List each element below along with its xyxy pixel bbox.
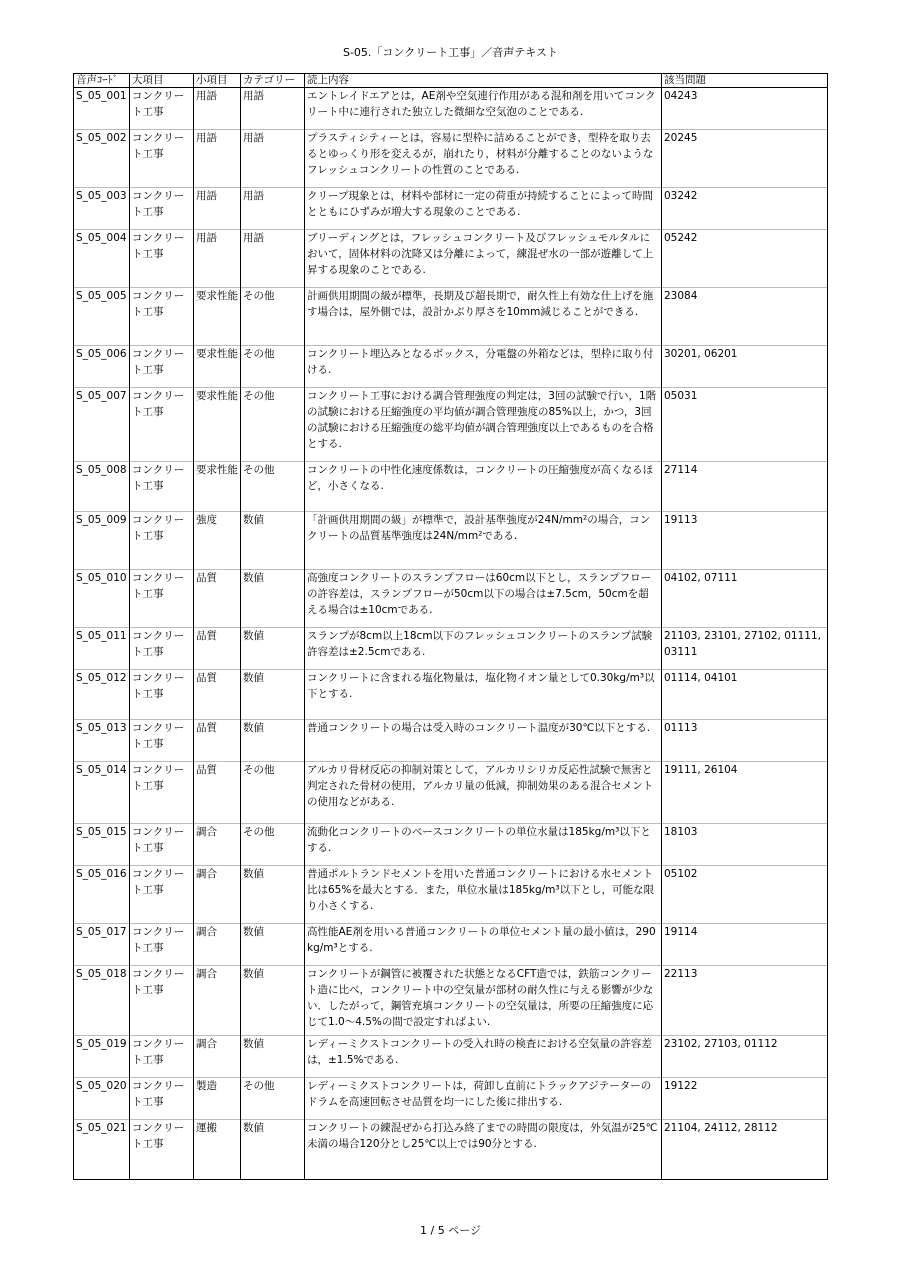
- cell-questions: 27114: [662, 462, 828, 512]
- cell-content: コンクリートの中性化速度係数は，コンクリートの圧縮強度が高くなるほど，小さくなる.: [305, 462, 662, 512]
- cell-code: S_05_019: [74, 1036, 130, 1078]
- cell-major: コンクリート工事: [130, 966, 194, 1036]
- cell-content: レディーミクストコンクリートの受入れ時の検査における空気量の許容差は，±1.5%である.: [305, 1036, 662, 1078]
- cell-questions: 05102: [662, 866, 828, 924]
- cell-content: レディーミクストコンクリートは，荷卸し直前にトラックアジテーターのドラムを高速回転させ品質を均一にした後に排出する.: [305, 1078, 662, 1120]
- cell-questions: 01114, 04101: [662, 670, 828, 720]
- table-row: [74, 512, 828, 570]
- cell-minor: 品質: [194, 720, 241, 762]
- cell-category: その他: [241, 288, 305, 346]
- cell-questions: 03242: [662, 188, 828, 230]
- cell-content: コンクリートが鋼管に被覆された状態となるCFT造では，鉄筋コンクリート造に比べ，コンクリート中の空気量が部材の耐久性に与える影響が少ない．したがって，鋼管充填コンクリートの空気量は，所要の圧縮強度に応じて1.0～4.5%の間で設定すればよい.: [305, 966, 662, 1036]
- cell-content: エントレイドエアとは，AE剤や空気連行作用がある混和剤を用いてコンクリート中に連行された独立した微細な空気泡のことである.: [305, 88, 662, 130]
- table-header-row: [74, 74, 828, 88]
- cell-minor: 要求性能: [194, 388, 241, 462]
- cell-major: コンクリート工事: [130, 88, 194, 130]
- cell-minor: 要求性能: [194, 288, 241, 346]
- cell-minor: 用語: [194, 230, 241, 288]
- cell-major: コンクリート工事: [130, 824, 194, 866]
- table-row: [74, 288, 828, 346]
- cell-questions: 21103, 23101, 27102, 01111, 03111: [662, 628, 828, 670]
- cell-major: コンクリート工事: [130, 762, 194, 824]
- cell-questions: 05242: [662, 230, 828, 288]
- cell-code: S_05_020: [74, 1078, 130, 1120]
- cell-content: コンクリートの練混ぜから打込み終了までの時間の限度は，外気温が25℃未満の場合120分とし25℃以上では90分とする.: [305, 1120, 662, 1180]
- cell-code: S_05_008: [74, 462, 130, 512]
- table-row: [74, 720, 828, 762]
- cell-code: S_05_016: [74, 866, 130, 924]
- table-row: [74, 866, 828, 924]
- cell-minor: 品質: [194, 628, 241, 670]
- table-row: [74, 462, 828, 512]
- cell-questions: 21104, 24112, 28112: [662, 1120, 828, 1180]
- cell-category: その他: [241, 762, 305, 824]
- cell-questions: 19122: [662, 1078, 828, 1120]
- table-row: [74, 1120, 828, 1180]
- cell-code: S_05_018: [74, 966, 130, 1036]
- cell-category: その他: [241, 462, 305, 512]
- cell-minor: 要求性能: [194, 346, 241, 388]
- cell-code: S_05_013: [74, 720, 130, 762]
- cell-major: コンクリート工事: [130, 924, 194, 966]
- cell-category: 数値: [241, 570, 305, 628]
- cell-major: コンクリート工事: [130, 346, 194, 388]
- cell-major: コンクリート工事: [130, 288, 194, 346]
- cell-questions: 20245: [662, 130, 828, 188]
- cell-questions: 19114: [662, 924, 828, 966]
- cell-code: S_05_002: [74, 130, 130, 188]
- cell-code: S_05_007: [74, 388, 130, 462]
- cell-code: S_05_001: [74, 88, 130, 130]
- cell-major: コンクリート工事: [130, 866, 194, 924]
- cell-minor: 調合: [194, 1036, 241, 1078]
- page-title: S-05.「コンクリート工事」／音声テキスト: [342, 46, 558, 59]
- cell-questions: 19111, 26104: [662, 762, 828, 824]
- cell-content: 高強度コンクリートのスランプフローは60cm以下とし，スランプフローの許容差は，スランプフローが50cm以下の場合は±7.5cm，50cmを超える場合は±10cmである.: [305, 570, 662, 628]
- cell-major: コンクリート工事: [130, 462, 194, 512]
- table-row: [74, 1036, 828, 1078]
- cell-content: プラスティシティーとは，容易に型枠に詰めることができ，型枠を取り去るとゆっくり形を変えるが，崩れたり，材料が分離することのないようなフレッシュコンクリートの性質のことである.: [305, 130, 662, 188]
- cell-category: 数値: [241, 670, 305, 720]
- cell-minor: 運搬: [194, 1120, 241, 1180]
- cell-category: 数値: [241, 1120, 305, 1180]
- cell-minor: 強度: [194, 512, 241, 570]
- cell-questions: 01113: [662, 720, 828, 762]
- cell-code: S_05_017: [74, 924, 130, 966]
- cell-content: ブリーディングとは，フレッシュコンクリート及びフレッシュモルタルにおいて，固体材料の沈降又は分離によって，練混ぜ水の一部が遊離して上昇する現象のことである.: [305, 230, 662, 288]
- cell-category: その他: [241, 1078, 305, 1120]
- cell-code: S_05_004: [74, 230, 130, 288]
- cell-category: 用語: [241, 88, 305, 130]
- header-category: カテゴリー: [241, 74, 305, 88]
- table-row: [74, 388, 828, 462]
- cell-questions: 22113: [662, 966, 828, 1036]
- cell-code: S_05_006: [74, 346, 130, 388]
- cell-code: S_05_010: [74, 570, 130, 628]
- cell-major: コンクリート工事: [130, 388, 194, 462]
- table-row: [74, 966, 828, 1036]
- cell-minor: 製造: [194, 1078, 241, 1120]
- cell-questions: 04243: [662, 88, 828, 130]
- table-body: [74, 88, 828, 1180]
- cell-category: 数値: [241, 924, 305, 966]
- cell-minor: 用語: [194, 88, 241, 130]
- cell-questions: 04102, 07111: [662, 570, 828, 628]
- header-minor: 小項目: [194, 74, 241, 88]
- cell-content: 「計画供用期間の級」が標準で，設計基準強度が24N/mm²の場合，コンクリートの品質基準強度は24N/mm²である.: [305, 512, 662, 570]
- cell-major: コンクリート工事: [130, 1120, 194, 1180]
- table-row: [74, 188, 828, 230]
- cell-content: コンクリート埋込みとなるボックス，分電盤の外箱などは，型枠に取り付ける.: [305, 346, 662, 388]
- cell-minor: 調合: [194, 866, 241, 924]
- cell-category: その他: [241, 824, 305, 866]
- cell-questions: 05031: [662, 388, 828, 462]
- cell-code: S_05_005: [74, 288, 130, 346]
- cell-major: コンクリート工事: [130, 670, 194, 720]
- cell-category: 数値: [241, 966, 305, 1036]
- cell-content: 普通コンクリートの場合は受入時のコンクリート温度が30℃以下とする.: [305, 720, 662, 762]
- cell-content: スランプが8cm以上18cm以下のフレッシュコンクリートのスランプ試験許容差は±2.5cmである.: [305, 628, 662, 670]
- header-major: 大項目: [130, 74, 194, 88]
- cell-category: 用語: [241, 130, 305, 188]
- cell-code: S_05_021: [74, 1120, 130, 1180]
- cell-minor: 調合: [194, 924, 241, 966]
- cell-content: 計画供用期間の級が標準，長期及び超長期で，耐久性上有効な仕上げを施す場合は，屋外側では，設計かぶり厚さを10mm減じることができる.: [305, 288, 662, 346]
- table-row: [74, 762, 828, 824]
- cell-questions: 23102, 27103, 01112: [662, 1036, 828, 1078]
- cell-code: S_05_003: [74, 188, 130, 230]
- cell-content: 普通ポルトランドセメントを用いた普通コンクリートにおける水セメント比は65%を最大とする．また，単位水量は185kg/m³以下とし，可能な限り小さくする.: [305, 866, 662, 924]
- cell-minor: 品質: [194, 762, 241, 824]
- cell-content: 流動化コンクリートのベースコンクリートの単位水量は185kg/m³以下とする.: [305, 824, 662, 866]
- cell-major: コンクリート工事: [130, 188, 194, 230]
- cell-major: コンクリート工事: [130, 230, 194, 288]
- cell-questions: 18103: [662, 824, 828, 866]
- cell-content: 高性能AE剤を用いる普通コンクリートの単位セメント量の最小値は，290kg/m³とする.: [305, 924, 662, 966]
- cell-questions: 19113: [662, 512, 828, 570]
- cell-major: コンクリート工事: [130, 130, 194, 188]
- cell-category: 数値: [241, 1036, 305, 1078]
- table-row: [74, 570, 828, 628]
- cell-minor: 品質: [194, 570, 241, 628]
- cell-questions: 30201, 06201: [662, 346, 828, 388]
- cell-major: コンクリート工事: [130, 628, 194, 670]
- cell-code: S_05_011: [74, 628, 130, 670]
- cell-category: 数値: [241, 866, 305, 924]
- table-row: [74, 346, 828, 388]
- cell-category: 数値: [241, 512, 305, 570]
- cell-content: アルカリ骨材反応の抑制対策として，アルカリシリカ反応性試験で無害と判定された骨材の使用，アルカリ量の低減，抑制効果のある混合セメントの使用などがある.: [305, 762, 662, 824]
- cell-minor: 品質: [194, 670, 241, 720]
- cell-code: S_05_009: [74, 512, 130, 570]
- cell-category: 用語: [241, 188, 305, 230]
- cell-content: コンクリートに含まれる塩化物量は，塩化物イオン量として0.30kg/m³以下とする.: [305, 670, 662, 720]
- table-row: [74, 130, 828, 188]
- table-row: [74, 88, 828, 130]
- cell-major: コンクリート工事: [130, 1036, 194, 1078]
- cell-code: S_05_015: [74, 824, 130, 866]
- audio-text-table: [73, 73, 828, 1180]
- cell-category: その他: [241, 346, 305, 388]
- table-row: [74, 1078, 828, 1120]
- cell-category: 数値: [241, 628, 305, 670]
- cell-minor: 用語: [194, 188, 241, 230]
- cell-major: コンクリート工事: [130, 1078, 194, 1120]
- cell-minor: 要求性能: [194, 462, 241, 512]
- table-row: [74, 824, 828, 866]
- cell-category: 数値: [241, 720, 305, 762]
- cell-code: S_05_014: [74, 762, 130, 824]
- cell-major: コンクリート工事: [130, 570, 194, 628]
- cell-content: クリープ現象とは，材料や部材に一定の荷重が持続することによって時間とともにひずみが増大する現象のことである.: [305, 188, 662, 230]
- cell-code: S_05_012: [74, 670, 130, 720]
- cell-major: コンクリート工事: [130, 512, 194, 570]
- cell-questions: 23084: [662, 288, 828, 346]
- cell-minor: 調合: [194, 966, 241, 1036]
- cell-category: 用語: [241, 230, 305, 288]
- cell-content: コンクリート工事における調合管理強度の判定は，3回の試験で行い，1階の試験における圧縮強度の平均値が調合管理強度の85%以上，かつ，3回の試験における圧縮強度の総平均値が調合管理強度以上であるものを合格とする.: [305, 388, 662, 462]
- cell-minor: 調合: [194, 824, 241, 866]
- table-row: [74, 230, 828, 288]
- cell-category: その他: [241, 388, 305, 462]
- header-content: 読上内容: [305, 74, 662, 88]
- table-row: [74, 628, 828, 670]
- cell-major: コンクリート工事: [130, 720, 194, 762]
- table-row: [74, 924, 828, 966]
- page-number: 1 / 5 ページ: [420, 1224, 481, 1237]
- header-questions: 該当問題: [662, 74, 828, 88]
- cell-minor: 用語: [194, 130, 241, 188]
- header-code: 音声ｺｰﾄﾞ: [74, 74, 130, 88]
- table-row: [74, 670, 828, 720]
